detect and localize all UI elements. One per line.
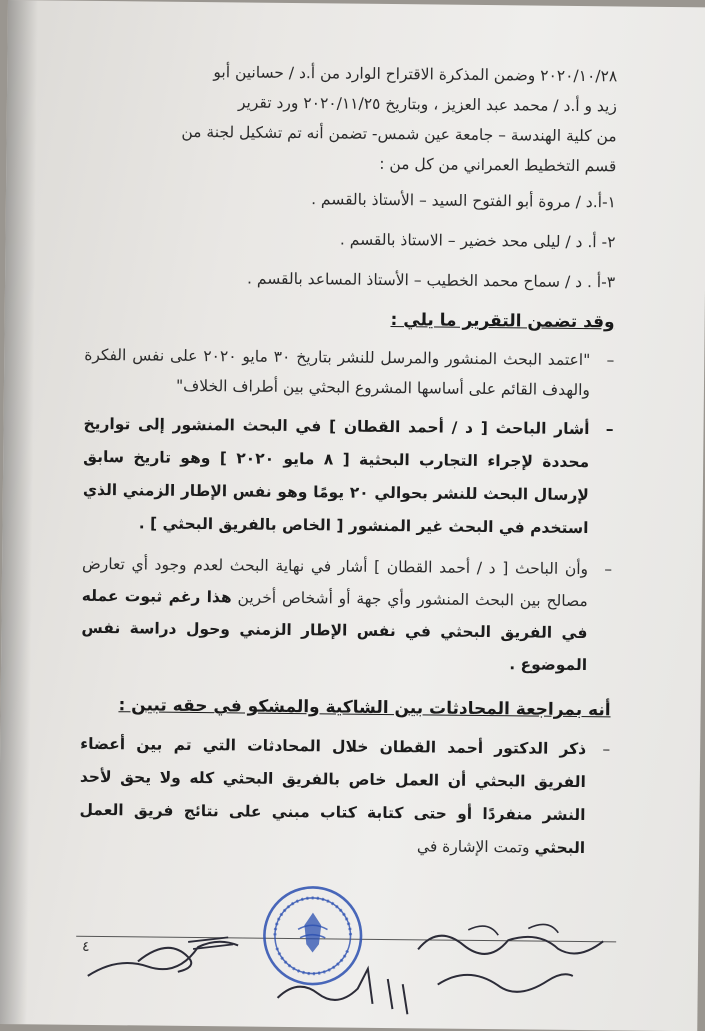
signature-icon <box>78 916 249 998</box>
section-heading: وقد تضمن التقرير ما يلي : <box>390 310 615 333</box>
conversation-point <box>79 728 610 866</box>
section-heading: أنه بمراجعة المحادثات بين الشاكية والمشكو في حقه تبين : <box>118 695 611 721</box>
committee-member: ١-أ.د / مروة أبو الفتوح السيد – الأستاذ بالقسم . <box>311 190 617 212</box>
intro-line: زيد و أ.د / محمد عبد العزيز ، وبتاريخ ٢٠٢٠/١١/٢٥ ورد تقرير <box>237 93 618 116</box>
conversation-point-text: وتمت الإشارة في <box>416 837 530 857</box>
document-body <box>79 56 617 874</box>
intro-line: قسم التخطيط العمراني من كل من : <box>379 154 617 176</box>
signature-icon <box>428 954 579 1006</box>
page-number: ٤ <box>82 938 90 955</box>
report-point-bold: هذا رغم ثبوت عمله في الفريق البحثي في نفس الإطار الزمني وحول دراسة نفس الموضوع . <box>81 586 588 675</box>
intro-line: ٢٠٢٠/١٠/٢٨ وضمن المذكرة الاقتراح الوارد من أ.د / حسانين أبو <box>213 63 618 86</box>
official-stamp-icon <box>260 883 366 989</box>
report-point: – "اعتمد البحث المنشور والمرسل للنشر بتاريخ ٣٠ مايو ٢٠٢٠ على نفس الفكرة والهدف القائم على أساسها المشروع البحثي بين أطراف الخلاف" <box>84 340 615 406</box>
committee-member: ٣-أ . د / سماح محمد الخطيب – الأستاذ المساعد بالقسم . <box>247 269 616 292</box>
report-point-text: وأن الباحث [ د / أحمد القطان ] أشار في نهاية البحث لعدم وجود أي تعارض مصالح بين البحث المنشور وأي جهة أو أشخاص أخرين <box>82 554 589 611</box>
committee-member: ٢- أ. د / ليلى محد خضير – الاستاذ بالقسم . <box>339 230 616 252</box>
conversation-point-bold: ذكر الدكتور أحمد القطان خلال المحادثات التي تم بين أعضاء الفريق البحثي أن العمل خاص بالفريق البحثي كله ولا يحق لأحد النشر منفردًا أو حتى كتابة كتاب مبني على نتائج فريق العمل البحثي <box>79 734 587 858</box>
page-shadow <box>0 0 38 1024</box>
report-point <box>81 548 612 682</box>
intro-line: من كلية الهندسة – جامعة عين شمس- تضمن أنه تم تشكيل لجنة من <box>181 122 617 146</box>
report-point: – أشار الباحث [ د / أحمد القطان ] في البحث المنشور إلى تواريخ محددة لإجراء التجارب البحثية [ ٨ مايو ٢٠٢٠ ] وهو تاريخ سابق لإرسال البحث للنشر بحوالي ٢٠ يومًا وهو نفس الإطار الزمني الذي استخدم في البحث غير المنشور [ الخاص بالفريق البحثي ] . <box>82 408 613 546</box>
